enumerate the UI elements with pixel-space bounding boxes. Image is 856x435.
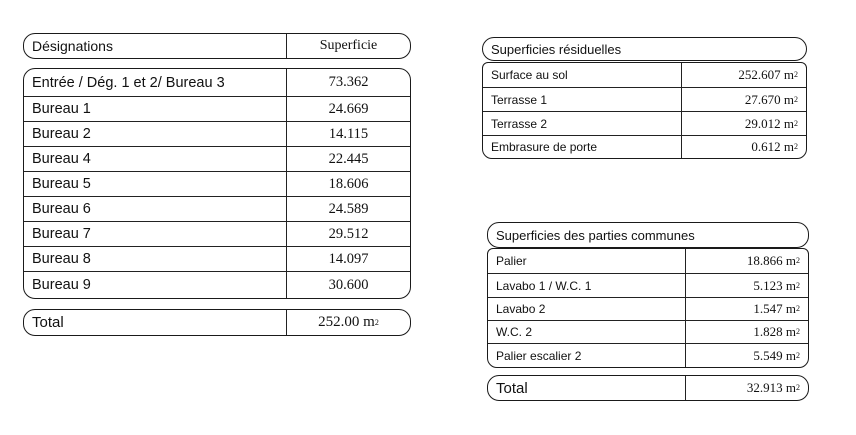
table-row <box>24 121 410 146</box>
table-row <box>488 320 808 343</box>
row-value: 0.612 m 2 <box>681 136 806 158</box>
row-value: 252.607 m 2 <box>681 63 806 87</box>
row-label: Lavabo 2 <box>496 302 546 316</box>
table-row <box>24 271 410 298</box>
row-label: Bureau 8 <box>32 251 91 267</box>
residual-title <box>482 37 807 61</box>
residual-table <box>482 62 807 159</box>
designations-table <box>23 68 411 299</box>
total-label: Total <box>496 379 528 397</box>
common-title <box>487 222 809 248</box>
row-value: 73.362 <box>286 69 410 96</box>
row-value: 5.123 m 2 <box>685 274 808 297</box>
table-row <box>24 146 410 171</box>
row-value: 30.600 <box>286 272 410 298</box>
total-value: 252.00 m 2 <box>286 310 410 335</box>
row-label: Bureau 4 <box>32 151 91 167</box>
common-title-label: Superficies des parties communes <box>496 227 695 243</box>
designations-header <box>23 33 411 59</box>
row-value: 5.549 m 2 <box>685 344 808 367</box>
table-row <box>483 135 806 158</box>
common-table <box>487 248 809 368</box>
row-label: Palier <box>496 254 527 268</box>
superficie-header-label: Superficie <box>286 34 410 58</box>
designations-header-label: Désignations <box>32 38 113 54</box>
row-value: 18.606 <box>286 172 410 196</box>
designations-total <box>23 309 411 336</box>
total-value: 32.913 m 2 <box>685 376 808 400</box>
row-label: W.C. 2 <box>496 325 533 339</box>
row-value: 24.589 <box>286 197 410 221</box>
row-label: Bureau 1 <box>32 101 91 117</box>
row-value: 22.445 <box>286 147 410 171</box>
row-label: Bureau 9 <box>32 277 91 293</box>
row-label: Terrasse 1 <box>491 92 548 107</box>
row-value: 29.012 m 2 <box>681 112 806 135</box>
row-value: 18.866 m 2 <box>685 249 808 273</box>
row-label: Bureau 5 <box>32 176 91 192</box>
row-label: Surface au sol <box>491 68 568 82</box>
residual-title-label: Superficies résiduelles <box>491 41 622 57</box>
row-label: Palier escalier 2 <box>496 348 582 363</box>
common-total <box>487 375 809 401</box>
table-row <box>483 111 806 135</box>
row-value: 14.097 <box>286 247 410 271</box>
table-row <box>24 196 410 221</box>
row-value: 29.512 <box>286 222 410 246</box>
row-value: 27.670 m 2 <box>681 88 806 111</box>
row-label: Terrasse 2 <box>491 116 548 131</box>
table-row <box>488 343 808 367</box>
table-row <box>483 63 806 87</box>
row-label: Bureau 7 <box>32 226 91 242</box>
table-row <box>24 221 410 246</box>
table-row <box>488 273 808 297</box>
row-label: Entrée / Dég. 1 et 2/ Bureau 3 <box>32 74 225 91</box>
row-value: 1.547 m 2 <box>685 298 808 320</box>
row-value: 24.669 <box>286 97 410 121</box>
row-label: Bureau 2 <box>32 126 91 142</box>
table-row <box>24 69 410 96</box>
table-row <box>488 297 808 320</box>
total-label: Total <box>32 314 64 331</box>
table-row <box>24 96 410 121</box>
row-value: 1.828 m 2 <box>685 321 808 343</box>
row-label: Embrasure de porte <box>491 140 598 154</box>
row-label: Lavabo 1 / W.C. 1 <box>496 278 592 293</box>
table-row <box>483 87 806 111</box>
table-row <box>24 171 410 196</box>
table-row <box>24 246 410 271</box>
row-label: Bureau 6 <box>32 201 91 217</box>
row-value: 14.115 <box>286 122 410 146</box>
table-row <box>488 249 808 273</box>
